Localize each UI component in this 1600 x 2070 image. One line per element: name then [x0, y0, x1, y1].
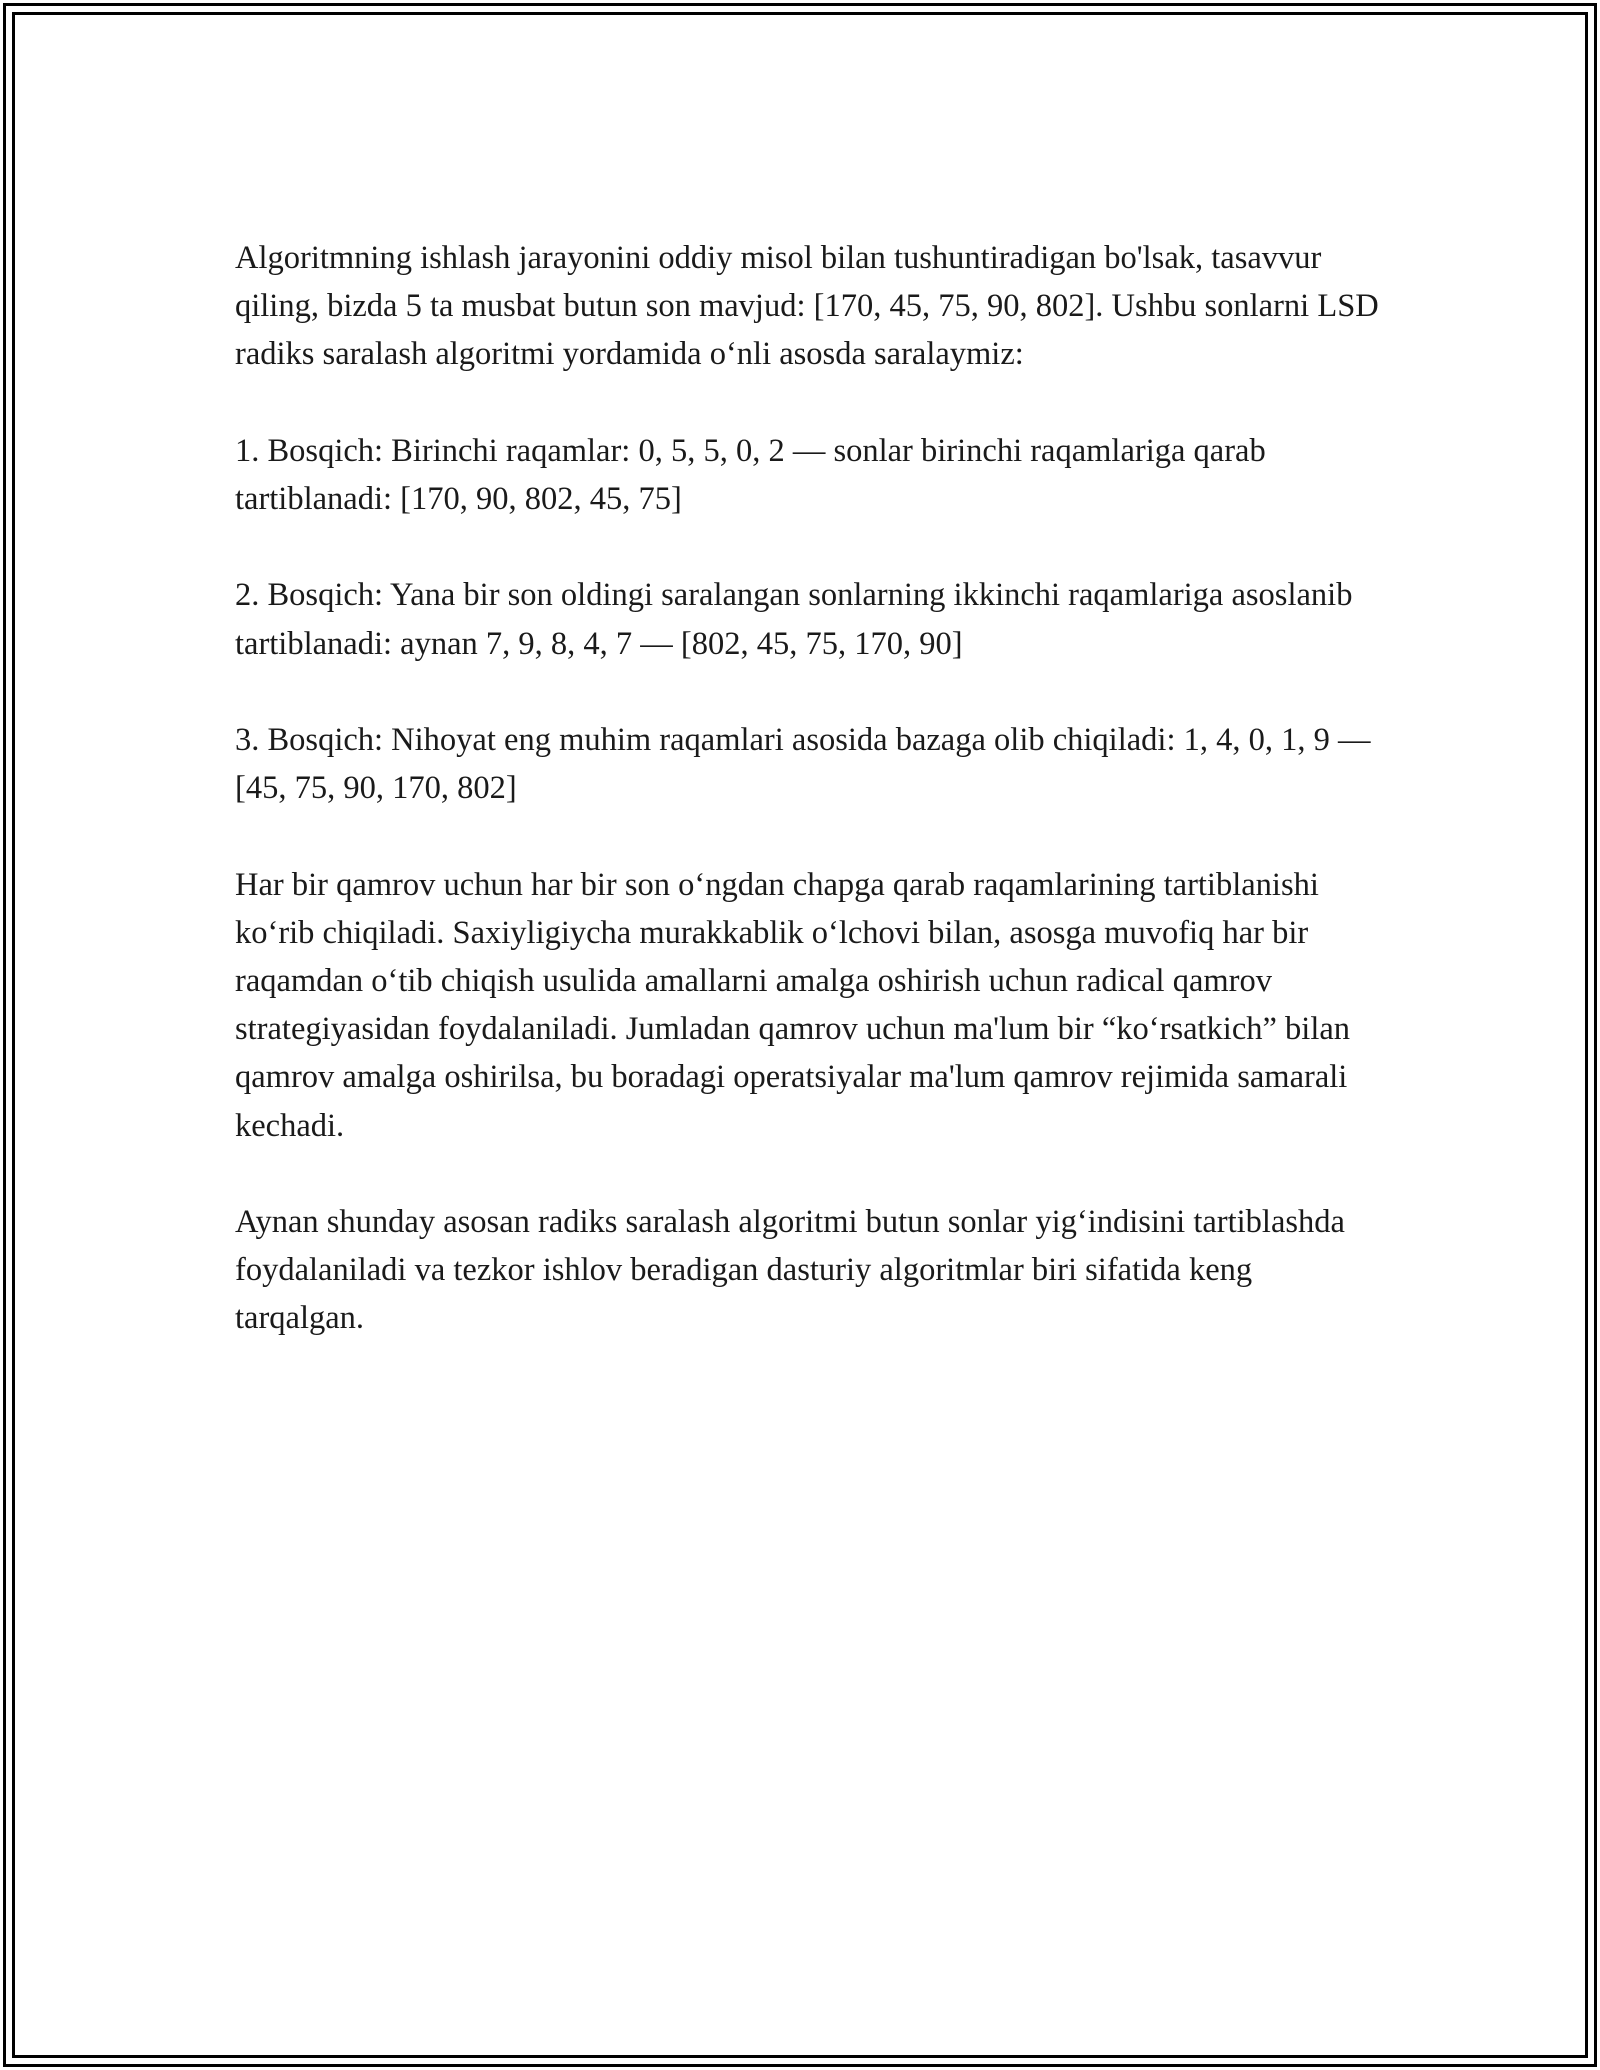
paragraph-step-1: 1. Bosqich: Birinchi raqamlar: 0, 5, 5, 0, 2 — sonlar birinchi raqamlariga qarab tartiblanadi: [170, 90, 802, 45, 75] [235, 432, 1266, 517]
paragraph-explanation: Har bir qamrov uchun har bir son o‘ngdan chapga qarab raqamlarining tartiblanishi ko‘rib chiqiladi. Saxiyligiycha murakkablik o‘lchovi bilan, asosga muvofiq har bir raqamdan o‘tib chiqish usulida amallarni amalga oshirish uchun radical qamrov strategiyasidan foydalaniladi. Jumladan qamrov uchun ma'lum bir “ko‘rsatkich” bilan qamrov amalga oshirilsa, bu boradagi operatsiyalar ma'lum qamrov rejimida samarali kechadi. [235, 866, 1351, 1144]
paragraph-conclusion: Aynan shunday asosan radiks saralash algoritmi butun sonlar yig‘indisini tartiblashda foydalaniladi va tezkor ishlov beradigan dasturiy algoritmlar biri sifatida keng tarqalgan. [235, 1203, 1345, 1337]
document-body [235, 234, 1385, 1391]
paragraph-intro: Algoritmning ishlash jarayonini oddiy misol bilan tushuntiradigan bo'lsak, tasavvur qiling, bizda 5 ta musbat butun son mavjud: [170, 45, 75, 90, 802]. Ushbu sonlarni LSD radiks saralash algoritmi yordamida o‘nli asosda saralaymiz: [235, 240, 1379, 373]
paragraph-step-2: 2. Bosqich: Yana bir son oldingi saralangan sonlarning ikkinchi raqamlariga asoslanib tartiblanadi: aynan 7, 9, 8, 4, 7 — [802, 45, 75, 170, 90] [235, 577, 1353, 662]
paragraph-step-3: 3. Bosqich: Nihoyat eng muhim raqamlari asosida bazaga olib chiqiladi: 1, 4, 0, 1, 9 — [45, 75, 90, 170, 802] [235, 721, 1371, 807]
